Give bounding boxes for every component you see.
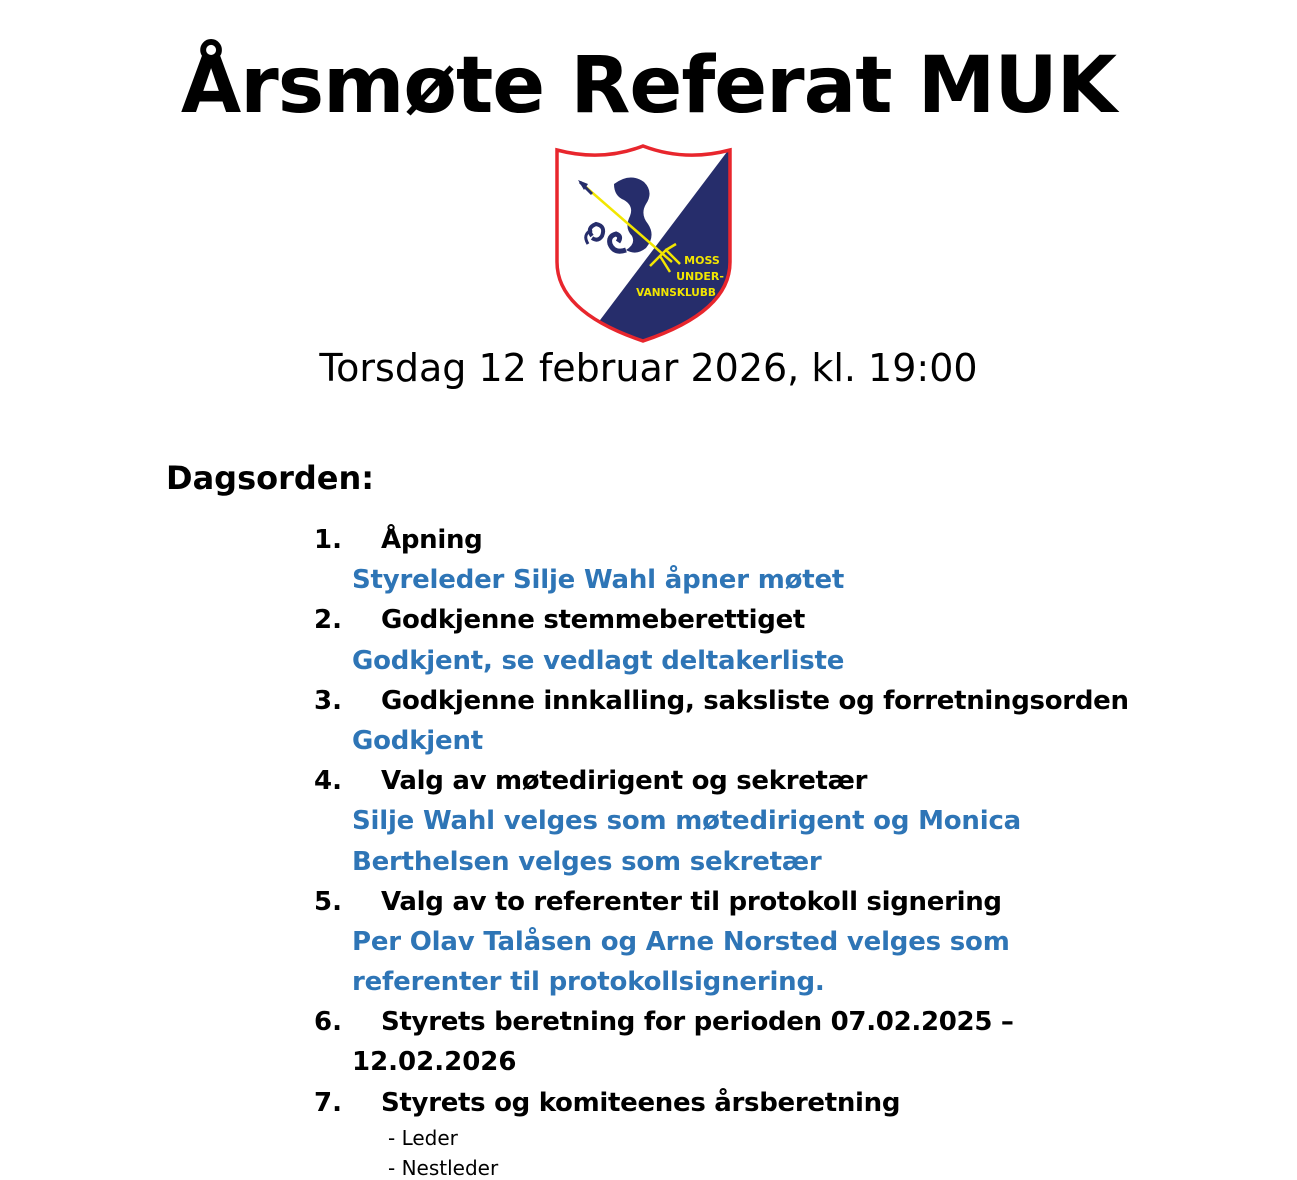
agenda-item-row <box>314 600 1114 640</box>
agenda-item-number: 4. <box>314 766 342 797</box>
agenda-item-row <box>314 1002 1114 1042</box>
agenda-list <box>314 520 1129 1123</box>
sub-item-leder: - Leder <box>388 1126 458 1150</box>
agenda-item <box>314 1083 1114 1123</box>
logo-line-1: MOSS <box>684 254 720 267</box>
logo-line-3: VANNSKLUBB <box>636 287 716 299</box>
sub-item-nestleder: - Nestleder <box>388 1156 499 1180</box>
logo-line-2: UNDER- <box>676 270 724 283</box>
agenda-item-title-continued: 12.02.2026 <box>352 1047 517 1078</box>
agenda-item-row <box>314 882 1114 922</box>
agenda-item <box>314 761 1114 882</box>
agenda-item-number: 1. <box>314 525 342 555</box>
agenda-item-title: Åpning <box>381 525 483 555</box>
agenda-item-row <box>314 520 1114 560</box>
agenda-item-number: 3. <box>314 685 342 716</box>
agenda-item-title: Valg av to referenter til protokoll signering <box>381 886 1002 917</box>
agenda-item <box>314 681 1129 761</box>
agenda-item <box>314 600 1114 680</box>
agenda-item <box>314 1002 1114 1082</box>
club-logo <box>552 144 735 344</box>
meeting-date: Torsdag 12 februar 2026, kl. 19:00 <box>319 346 978 390</box>
document-title: Årsmøte Referat MUK <box>180 41 1117 131</box>
agenda-item-note: Godkjent, se vedlagt deltakerliste <box>352 645 845 676</box>
agenda-item-number: 5. <box>314 886 342 917</box>
agenda-heading: Dagsorden: <box>166 459 375 497</box>
agenda-item <box>314 520 1114 600</box>
agenda-item-title: Valg av møtedirigent og sekretær <box>381 766 868 797</box>
agenda-item-note: Godkjent <box>352 725 483 756</box>
agenda-item-note: Per Olav Talåsen og Arne Norsted velges som <box>352 926 1010 957</box>
agenda-item-number: 2. <box>314 605 342 636</box>
agenda-item-note: Silje Wahl velges som møtedirigent og Monica <box>352 806 1022 837</box>
agenda-item-title: Styrets og komiteenes årsberetning <box>381 1087 901 1118</box>
agenda-item-note: referenter til protokollsignering. <box>352 967 825 998</box>
agenda-item-number: 6. <box>314 1007 342 1038</box>
agenda-item-title: Styrets beretning for perioden 07.02.2025 – <box>381 1007 1014 1038</box>
agenda-item-title: Godkjenne stemmeberettiget <box>381 605 806 636</box>
agenda-item-row <box>314 681 1129 721</box>
agenda-item-note: Berthelsen velges som sekretær <box>352 846 822 877</box>
agenda-item-title: Godkjenne innkalling, saksliste og forretningsorden <box>381 685 1129 716</box>
agenda-item-row <box>314 761 1114 801</box>
agenda-item-number: 7. <box>314 1087 342 1118</box>
agenda-item-note: Styreleder Silje Wahl åpner møtet <box>352 565 845 596</box>
agenda-item-row <box>314 1083 1114 1123</box>
agenda-item <box>314 882 1114 1003</box>
